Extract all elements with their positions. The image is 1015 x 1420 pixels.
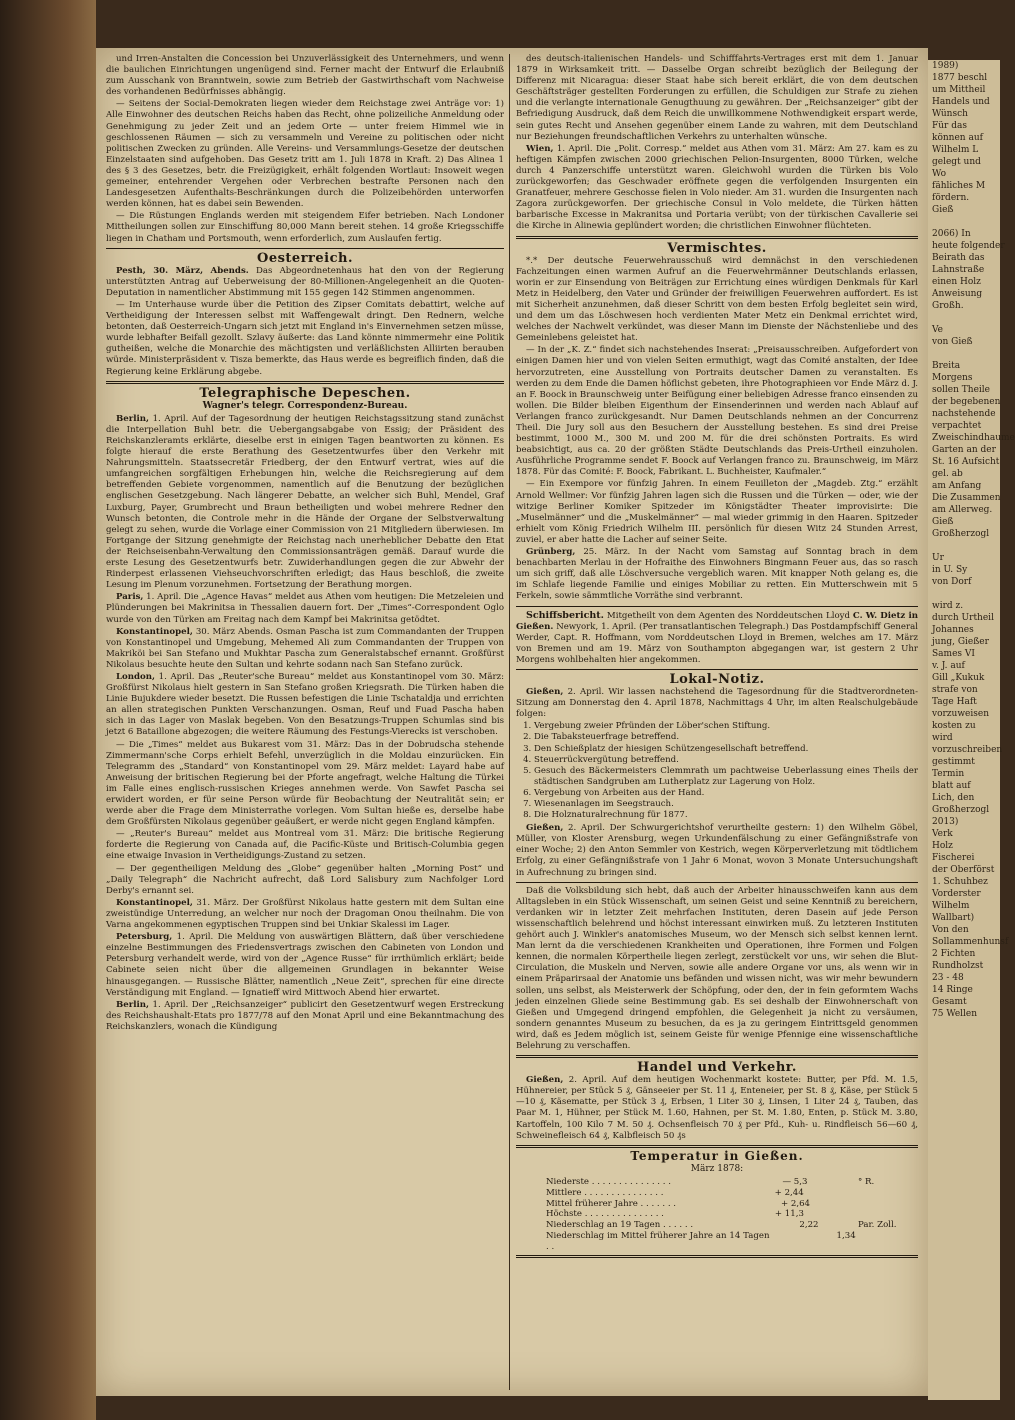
newspaper-page <box>96 48 928 1396</box>
paragraph-text: 25. März. In der Nacht vom Samstag auf Sonntag brach in dem benachbarten Merlau in der Hofraithe des Einwohners Bingmann Feuer aus, das so rasch um sich griff, daß alle Löschversuche vergeblich waren. Mit knapper Noth gelang es, die im Schlafe liegende Familie und einiges Mobiliar zu retten. Ein Mutterschwein mit 5 Ferkeln, sowie sämmtliche Vorräthe sind verbrannt. <box>516 547 918 602</box>
neighbor-text-fragment: vorzuschreiben <box>932 745 1003 755</box>
neighbor-text-fragment: können auf <box>932 133 983 143</box>
section-rule <box>516 236 918 239</box>
paragraph <box>516 687 918 720</box>
agenda-item: 4. Steuerrückvergütung betreffend. <box>534 755 918 766</box>
neighbor-text-fragment: vorzuweisen <box>932 709 989 719</box>
section-rule <box>516 882 918 883</box>
paragraph <box>516 1075 918 1142</box>
neighbor-text-fragment: Wilhelm <box>932 901 970 911</box>
temperature-row <box>516 1188 918 1199</box>
temperature-row <box>516 1220 918 1231</box>
neighbor-text-fragment: Lahnstraße <box>932 265 985 275</box>
paragraph: — Die „Times“ meldet aus Bukarest vom 31. März: Das in der Dobrudscha stehende Zimmermann'sche Corps erhielt Befehl, unverzüglich in die Moldau einzurücken. Ein Telegramm des „Standard“ von Konstantinopel vom 29. März meldet: Layard habe auf Anweisung der britischen Regierung bei der Pforte angefragt, welche Haltung die Türkei im Falle eines englisch-russischen Krieges annehmen werde. Von Sawfet Pascha sei erwidert worden, er für seine Person würde für Beobachtung der Neutralität sein; er werde aber die Frage dem Ministerrathe vorlegen. Vom Sultan hieße es, derselbe habe dem Großfürsten Nikolaus gegenüber geäußert, er werde nicht gegen England kämpfen. <box>106 739 504 828</box>
agenda-item: 3. Den Schießplatz der hiesigen Schützengesellschaft betreffend. <box>534 744 918 755</box>
paragraph-text: 2. April. Der Schwurgerichtshof verurtheilte gestern: 1) den Wilhelm Göbel, Müller, von Kloster Arensburg, wegen Urkundenfälschung zu einer Gefängnißstrafe von einer Woche; 2) den Anton Semmler von Kestrich, wegen Körperverletzung mit tödtlichem Erfolg, zu einer Gefängnißstrafe von 1 Jahr 6 Monat, wovon 3 Monate Untersuchungshaft in Aufrechnung zu bringen sind. <box>516 823 918 878</box>
neighbor-text-fragment: Gesamt <box>932 997 967 1007</box>
agenda-item: 2. Die Tabaksteuerfrage betreffend. <box>534 732 918 743</box>
dateline: Petersburg, <box>116 932 173 943</box>
paragraph <box>516 144 918 233</box>
neighbor-text-fragment: Wo <box>932 169 947 179</box>
paragraph-text: Das Abgeordnetenhaus hat den von der Regierung unterstützten Antrag auf Ueberweisung der 80-Millionen-Angelegenheit an die Quoten-Deputation in namentlicher Abstimmung mit 155 gegen 142 Stimmen angenommen. <box>106 265 505 298</box>
agenda-item: 7. Wiesenanlagen im Seegstrauch. <box>534 799 918 810</box>
neighbor-text-fragment: 2 Fichten <box>932 949 976 959</box>
dateline: Konstantinopel, <box>116 897 193 908</box>
section-rule <box>516 606 918 607</box>
paragraph-text: 1. April. Der „Reichsanzeiger“ publicirt den Gesetzentwurf wegen Erstreckung des Reichshaushalt-Etats pro 1877/78 auf den Monat April und eine Bekanntmachung des Reichskanzlers, wonach die Kündigung <box>106 999 504 1032</box>
temperature-value: + 2,64 <box>780 1198 811 1209</box>
temperature-row <box>516 1199 918 1210</box>
neighbor-text-fragment: Verk <box>932 829 953 839</box>
agenda-list <box>534 721 918 821</box>
agenda-item: 1. Vergebung zweier Pfründen der Löber'schen Stiftung. <box>534 721 918 732</box>
neighbor-text-fragment: Termin <box>932 769 965 779</box>
neighbor-text-fragment: 75 Wellen <box>932 1009 978 1019</box>
neighbor-text-fragment: von Gieß <box>932 337 973 347</box>
neighbor-text-fragment: durch Urtheil <box>932 613 994 623</box>
paragraph: des deutsch-italienischen Handels- und Schifffahrts-Vertrages erst mit dem 1. Januar 1879 in Wirksamkeit tritt. — Dasselbe Organ schreibt bezüglich der Beilegung der Differenz mit Nicaragua: dieser Staat habe sich bereit erklärt, die von dem deutschen Geschäftsträger gestellten Forderungen zu erfüllen, die Schuldigen zur Strafe zu ziehen und die verlangte internationale Genugthuung zu gewähren. Der „Reichsanzeiger“ gibt der Befriedigung Ausdruck, daß dem Reich die unwillkommene Nothwendigkeit erspart werde, sein gutes Recht und Ansehen gegenüber einem Lande zu wahren, mit dem Deutschland nur Beziehungen freundschaftlichen Verkehrs zu unterhalten wünsche. <box>516 54 918 142</box>
neighbor-text-fragment: Beirath das <box>932 253 985 263</box>
column-divider <box>509 54 510 1390</box>
temperature-unit <box>854 1188 898 1199</box>
neighbor-text-fragment: der begebenen <box>932 397 1001 407</box>
neighbor-text-fragment: Ve <box>932 325 943 335</box>
paragraph <box>106 414 504 592</box>
neighbor-text-fragment: fähliches M <box>932 181 986 191</box>
shipping-report <box>516 610 918 666</box>
neighbor-text-fragment: Morgens <box>932 373 973 383</box>
temperature-label: Mittel früherer Jahre . . . . . . . <box>546 1198 677 1209</box>
paragraph: — Der gegentheiligen Meldung des „Globe“ gegenüber halten „Morning Post“ und „Daily Telegraph“ die Nachricht aufrecht, daß Lord Salisbury zum Nachfolger Lord Derby's ernannt sei. <box>106 863 504 896</box>
neighbor-text-fragment: sollen Theile <box>932 385 990 395</box>
section-rule <box>106 381 504 384</box>
paragraph: *.* Der deutsche Feuerwehrausschuß wird demnächst in den verschiedenen Fachzeitungen einen warmen Aufruf an die Feuerwehrmänner Deutschlands erlassen, worin er zur Einsendung von Beiträgen zur Errichtung eines würdigen Denkmals für Karl Metz in Heidelberg, den Vater und Gründer der freiwilligen Feuerwehren auffordert. Es ist mit Sicherheit anzunehmen, daß dieser Schritt von dem besten Erfolg begleitet sein wird, und dem um das Löschwesen hoch verdienten Mater Metz ein Denkmal errichtet wird, welches der Nachwelt verkündet, was dieser Mann im Dienste der Nächstenliebe und des Gemeinlebens geleistet hat. <box>516 255 918 344</box>
neighbor-text-fragment: am Allerweg. <box>932 505 993 515</box>
neighbor-text-fragment: fördern. <box>932 193 970 203</box>
neighbor-text-fragment: Gieß <box>932 517 954 527</box>
paragraph <box>106 898 504 931</box>
dateline: Paris, <box>116 592 144 603</box>
dateline: Konstantinopel, <box>116 626 193 637</box>
dateline: Gießen, <box>526 687 564 698</box>
neighbor-text-fragment: 1989) <box>932 61 959 71</box>
neighbor-text-fragment: Die Zusammen <box>932 493 1001 503</box>
neighbor-text-fragment: 1. Schuhbez <box>932 877 988 887</box>
neighbor-text-fragment <box>928 312 1000 324</box>
section-rule <box>106 248 504 249</box>
dateline: Gießen, <box>526 1075 564 1086</box>
temperature-row <box>516 1209 918 1220</box>
temperature-row <box>516 1231 918 1253</box>
neighbor-text-fragment: blatt auf <box>932 781 971 791</box>
neighbor-text-fragment: strafe von <box>932 685 978 695</box>
paragraph: — Die Rüstungen Englands werden mit steigendem Eifer betrieben. Nach Londoner Mittheilungen sollen zur Einschiffung 80,000 Mann bereit stehen. 14 große Kriegsschiffe liegen in Chatham und Portsmouth, wenn erforderlich, zum Auslaufen fertig. <box>106 211 504 244</box>
temperature-row <box>516 1177 918 1188</box>
paragraph-text: 2. April. Auf dem heutigen Wochenmarkt kostete: Butter, per Pfd. M. 1.5, Hühnereier, per Stück 5 ₰, Gänseeier per St. 11 ₰, Enteneier, per St. 8 ₰, Käse, per Stück 5—10 ₰, Käsematte, per Stück 3 ₰, Erbsen, 1 Liter 30 ₰, Linsen, 1 Liter 24 ₰, Tauben, das Paar M. 1, Hühner, per Stück M. 1.60, Hahnen, per St. M. 1.80, Enten, p. Stück M. 3.80, Kartoffeln, 100 Kilo 7 M. 50 ₰. Ochsenfleisch 70 ₰ per Pfd., Kuh- u. Rindfleisch 56—60 ₰, Schweinefleisch 64 ₰, Kalbfleisch 50 ₰s <box>516 1075 918 1141</box>
neighbor-text-fragment: verpachtet <box>932 421 982 431</box>
temperature-label: Niederschlag an 19 Tagen . . . . . . <box>546 1220 694 1231</box>
temperature-heading: Temperatur in Gießen. <box>630 1148 804 1163</box>
paragraph: — Ein Exempore vor fünfzig Jahren. In einem Feuilleton der „Magdeb. Ztg.“ erzählt Arnold Wellmer: Vor fünfzig Jahren lagen sich die Russen und die Türken — oder, wie der witzige Berliner Komiker Spitzeder im Königstädter Theater improvisirte: Die „Muselmänner“ und die „Muskelmänner“ — mal wieder grimmig in den Haaren. Spitzeder erhielt vom König Friedrich Wilhelm III. persönlich für diesen Witz 24 Stunden Arrest, zuviel, er aber hatte die Lacher auf seiner Seite. <box>516 479 918 545</box>
section-heading-telegraph: Telegraphische Depeschen. <box>199 385 411 401</box>
paragraph-text: 1. April. Das „Reuter'sche Bureau“ meldet aus Konstantinopel vom 30. März: Großfürst Nikolaus hielt gestern in San Stefano großen Kriegsrath. Die Türken haben die Linie Bujukdere wieder besetzt. Die Russen befestigen die Linie Tschataldja und errichten an allen strategischen Punkten Verschanzungen. Osman, Reuf und Fuad Pascha haben sich in das Lager von Maslak begeben. Von den Besatzungs-Truppen Schumlas sind bis jetzt 6 Bataillone abgezogen; die weitere Räumung des Festungs-Vierecks ist verschoben. <box>106 671 504 738</box>
neighbor-text-fragment: 23 - 48 <box>932 973 964 983</box>
paragraph: — In der „K. Z.“ findet sich nachstehendes Inserat: „Preisausschreiben. Aufgefordert von einigen Damen hier und von vielen Seiten ermuthigt, wagt das Comité anstalten, der Idee hervorzutreten, eine Ausstellung von Portraits deutscher Damen zu veranstalten. Es werden zu dem Ende die Damen höflichst gebeten, ihre Photographieen vor Ende März d. J. an F. Boock in Braunschweig unter Beifügung einer beliebigen Adresse franco einsenden zu wollen. Die Bilder bleiben Eigenthum der Einsenderinnen und werden nach Ablauf auf Verlangen franco zurückgesandt. Nur Damen Deutschlands nehmen an der Concurrenz Theil. Die Jury soll aus den Besuchern der Ausstellung bestehen. Es sind drei Preise bestimmt, 1000 M., 300 M. und 200 M. für die drei schönsten Portraits. Es wird beabsichtigt, aus ca. 20 der größten Städte Deutschlands das Preis-Urtheil einzuholen. Ausführliche Programme sendet F. Boock auf Verlangen franco zu. Braunschweig, im März 1878. Für das Comité: F. Boock, Fabrikant. L. Buchheister, Kaufmaler.“ <box>516 345 918 478</box>
section-rule <box>516 1055 918 1058</box>
neighbor-text-fragment: Großherzogl <box>932 805 990 815</box>
neighbor-text-fragment: einen Holz <box>932 277 981 287</box>
paragraph <box>516 823 918 878</box>
neighbor-text-fragment: Rundholzst <box>932 961 984 971</box>
neighbor-text-fragment: Fischerei <box>932 853 975 863</box>
neighbor-text-fragment: 14 Ringe <box>932 985 973 995</box>
neighbor-text-fragment: von Dorf <box>932 577 972 587</box>
paragraph <box>516 547 918 602</box>
neighbor-text-fragment: Lich, den <box>932 793 975 803</box>
section-heading-handel: Handel und Verkehr. <box>637 1060 797 1076</box>
section-rule <box>516 669 918 670</box>
neighbor-text-fragment: der Oberförst <box>932 865 995 875</box>
neighbor-text-fragment: Breita <box>932 361 961 371</box>
shipping-heading: Schiffsbericht. <box>526 609 604 621</box>
neighbor-text-fragment: 2066) In <box>932 229 971 239</box>
paragraph-text: 1. April. Die „Polit. Corresp.“ meldet aus Athen vom 31. März: Am 27. kam es zu heftigen Kämpfen zwischen 2000 griechischen Pelion-Insurgenten, 8000 Türken, welche durch 4 Panzerschiffe unterstützt waren. Gleichwohl wurden die Türken bis Volo zurückgeworfen; das Geschwader eröffnete gegen die verfolgenden Insurgenten ein Granatfeuer, mehrere Geschosse fielen in Volo nieder. Am 31. wurden die Insurgenten nach Zagora zurückgeworfen. Der griechische Consul in Volo meldete, die Türken hätten barbarische Excesse in Makranitsa und Portaria verübt; von der türkischen Cavallerie sei die Kirche in Alinewia geplündert worden; die christlichen Einwohner flüchteten. <box>516 143 918 232</box>
neighbor-text-fragment: Handels und <box>932 97 990 107</box>
temperature-label: Niederschlag im Mittel früherer Jahre an 14 Tagen . . <box>546 1230 770 1252</box>
neighbor-text-fragment <box>928 540 1000 552</box>
shipping-agent: C. W. Dietz in Gießen. <box>516 610 918 632</box>
temperature-table <box>516 1177 918 1253</box>
neighbor-text-fragment: am Anfang <box>932 481 982 491</box>
section-heading-oesterreich: Oesterreich. <box>257 250 353 266</box>
dateline: Berlin, <box>116 999 150 1010</box>
neighbor-text-fragment: v. J. auf <box>932 661 965 671</box>
dateline: Pesth, 30. März, Abends. <box>116 265 249 276</box>
temperature-label: Niederste . . . . . . . . . . . . . . . <box>546 1176 671 1187</box>
dateline: Berlin, <box>116 413 150 424</box>
neighbor-text-fragment: kosten zu <box>932 721 976 731</box>
neighbor-text-fragment: gestimmt <box>932 757 975 767</box>
dateline: Wien, <box>526 143 554 154</box>
neighbor-text-fragment <box>928 216 1000 228</box>
paragraph: — „Reuter's Bureau“ meldet aus Montreal vom 31. März: Die britische Regierung forderte die Regierung von Canada auf, die Pacific-Küste und Britisch-Columbia gegen eine etwaige Invasion in Vertheidigungs-Zustand zu setzen. <box>106 829 504 862</box>
neighbor-text-fragment: gel. ab <box>932 469 963 479</box>
paragraph-text: 1. April. Die Meldung von auswärtigen Blättern, daß über verschiedene einzelne Bestimmungen des Friedensvertrags zwischen den Cabineten von London und Petersburg verhandelt werde, wird von der „Agence Russe“ für irrthümlich erklärt; beide Cabinete seien nicht über die allgemeinen Grundlagen in bekannter Weise hinausgegangen. — Russische Blätter, namentlich „Neue Zeit“, sprechen für eine directe Verständigung mit England. — Ignatieff wird Mittwoch Abend hier erwartet. <box>106 932 504 998</box>
section-subheading: Wagner's telegr. Correspondenz-Bureau. <box>202 400 408 411</box>
paragraph-text: 2. April. Wir lassen nachstehend die Tagesordnung für die Stadtverordneten-Sitzung am Donnerstag den 4. April 1878, Nachmittags 4 Uhr, im alten Realschulgebäude folgen: <box>516 687 918 720</box>
neighbor-text-fragment: Gieß <box>932 205 954 215</box>
neighbor-text-fragment: Sames VI <box>932 649 975 659</box>
neighbor-page-fragment <box>928 60 1015 1400</box>
paragraph <box>106 627 504 671</box>
agenda-item: 6. Vergebung von Arbeiten aus der Hand. <box>534 788 918 799</box>
neighbor-text-fragment: Wallbart) <box>932 913 975 923</box>
dateline: Gießen, <box>526 823 564 834</box>
neighbor-text-fragment: Wünsch <box>932 109 968 119</box>
neighbor-text-fragment: 2013) <box>932 817 959 827</box>
neighbor-text-fragment <box>928 588 1000 600</box>
paragraph <box>106 1000 504 1033</box>
paragraph <box>106 266 504 299</box>
shipping-intro: Mitgetheilt von dem Agenten des Norddeutschen Lloyd <box>604 610 850 621</box>
paragraph-text: 30. März Abends. Osman Pascha ist zum Commandanten der Truppen von Konstantinopel und Umgebung, Mehemed Ali zum Commandanten der Truppen von Makriköi bei San Stefano und Mukhtar Pascha zum Generalstabschef ernannt. Großfürst Nikolaus besuchte heute den Sultan und kehrte sodann nach San Stefano zurück. <box>106 626 504 670</box>
temperature-label: Mittlere . . . . . . . . . . . . . . . <box>546 1187 664 1198</box>
agenda-item: 8. Die Holznaturalrechnung für 1877. <box>534 810 918 821</box>
paragraph: und Irren-Anstalten die Concession bei Unzuverlässigkeit des Unternehmers, und wenn die baulichen Einrichtungen ungenügend sind. Ferner macht der Entwurf die Erlaubniß zum Ausschank von Branntwein, sowie zum Betrieb der Gastwirthschaft vom Nachweise des vorhandenen Bedürfnisses abhängig. <box>106 54 504 98</box>
neighbor-text-fragment: Für das <box>932 121 967 131</box>
temperature-value: 2,22 <box>799 1220 819 1231</box>
paragraph-text: 1. April. Auf der Tagesordnung der heutigen Reichstagssitzung stand zunächst die Interpellation Buhl betr. die Uebergangsabgabe von Essig; der Präsident des Reichskanzleramts erklärte, dieselbe erst in einigen Tagen beantworten zu können. Es folgte hierauf die erste Berathung des Gesetzentwurfes über den Verkehr mit Nahrungsmitteln. Staatssecretär Friedberg, der den Entwurf vertrat, wies auf die umfangreichen sorgfältigen Erhebungen hin, welche die Reichsregierung auf dem betreffenden Gebiete vorgenommen, namentlich auf die Benutzung der bezüglichen englischen Gesetzgebung. Nach längerer Debatte, an welcher sich Buhl, Mendel, Graf Luxburg, Payer, Grumbrecht und Braun betheiligten und wobei mehrere Redner den Wunsch betonten, die Controle mehr in die Hände der Organe der Selbstverwaltung gelegt zu sehen, wurde die Vorlage einer Commission von 21 Mitgliedern überwiesen. Im Fortgange der Sitzung genehmigte der Reichstag nach unerheblicher Debatte den Etat der Reichseisenbahn-Verwaltung den Commissionsanträgen gemäß. Darauf wurde die erste Lesung des Gesetzentwurfs betr. Zuwiderhandlungen gegen die zur Abwehr der Rinderpest erlassenen Viehseuchvorschriften erledigt; das Haus beschloß, die zweite Lesung im Plenum vorzunehmen. Fortsetzung der Berathung morgen. <box>106 413 504 591</box>
section-rule <box>516 1145 918 1148</box>
neighbor-text-fragment: Johannes <box>932 625 974 635</box>
neighbor-text-fragment: gelegt und <box>932 157 981 167</box>
neighbor-text-fragment: nachstehende <box>932 409 996 419</box>
paragraph-text: 1. April. Die „Agence Havas“ meldet aus Athen vom heutigen: Die Metzeleien und Plünderungen bei Makrinitsa in Thessalien dauern fort. Der „Times“-Correspondent Oglo wurde von den Türken am Freitag nach dem Kampf bei Makrinitsa getödtet. <box>106 592 504 625</box>
dateline: London, <box>116 671 156 682</box>
neighbor-text-fragment: Gill „Kukuk <box>932 673 985 683</box>
neighbor-text-fragment: Anweisung <box>932 289 983 299</box>
temperature-value: + 11,3 <box>774 1209 804 1220</box>
paragraph: — Seitens der Social-Demokraten liegen wieder dem Reichstage zwei Anträge vor: 1) Alle Einwohner des deutschen Reichs haben das Recht, ohne polizeiliche Anmeldung oder Genehmigung zu jeder Zeit und an jedem Orte — unter freiem Himmel wie in geschlossenen Räumen — sich zu versammeln und Vereine zu politischen oder nicht politischen Zwecken zu gründen. Alle Vereins- und Versammlungs-Gesetze der deutschen Einzelstaaten sind aufgehoben. Das Gesetz tritt am 1. Juli 1878 in Kraft. 2) Das Alinea 1 des § 3 des Gesetzes, betr. die Freizügigkeit, erhält folgenden Wortlaut: Insoweit wegen gemeiner, entehrender Vergehen oder Verbrechen bestrafte Personen nach den Landesgesetzen Aufenthalts-Beschränkungen durch die Polizeibehörden unterworfen werden können, hat es dabei sein Bewenden. <box>106 99 504 210</box>
paragraph-text: 31. März. Der Großfürst Nikolaus hatte gestern mit dem Sultan eine zweistündige Unterredung, an welcher nur noch der Dragoman Onou theilnahm. Die von Varna angekommenen egyptischen Truppen sind bei Unkiar Skalessi im Lager. <box>106 897 504 931</box>
section-heading-vermischtes: Vermischtes. <box>667 240 767 256</box>
neighbor-text-fragment: wird <box>932 733 953 743</box>
temperature-value: 1,34 <box>836 1230 856 1241</box>
book-spine <box>0 0 96 1420</box>
paragraph <box>106 672 504 739</box>
shipping-body: Newyork, 1. April. (Per transatlantischen Telegraph.) Das Postdampfschiff General Werder, Capt. R. Hoffmann, vom Norddeutschen Lloyd in Bremen, welches am 17. März von Bremen und am 19. März von Southampton abgegangen war, ist gestern 2 Uhr Morgens wohlbehalten hier angekommen. <box>516 621 918 665</box>
neighbor-text-fragment: Großh. <box>932 301 964 311</box>
temperature-label: Höchste . . . . . . . . . . . . . . . <box>546 1209 664 1220</box>
neighbor-text-fragment: Sollammenhunsf <box>932 937 1009 947</box>
neighbor-text-fragment <box>928 348 1000 360</box>
temperature-unit <box>854 1209 898 1220</box>
paragraph: Daß die Volksbildung sich hebt, daß auch der Arbeiter hinausschweifen kann aus dem Alltagsleben in ein Stück Wissenschaft, um seinen Geist und seine Kenntniß zu bereichern, verdanken wir in letzter Zeit mehrfachen Instituten, deren Dasein auf jede Person wissenschaftlich belehrend und höchst interessant einwirken muß. Zu letzteren Instituten gehört auch J. Winkler's anatomisches Museum, wo der Mensch sich selbst kennen lernt. Man lernt da die verschiedenen Krankheiten und Operationen, ihre Formen und Folgen kennen, die normalen Körpertheile liegen zerlegt, zerstückelt vor uns, wir sehen die Blut-Circulation, die Muskeln und Nerven, sowie alle andere Organe vor uns, als wenn wir in einem Präparirsaal der Anatomie uns befänden und wissen nicht, was wir mehr bewundern sollen, uns selbst, als Meisterwerk der Schöpfung, oder den, der in fein geformtem Wachs jeden einzelnen Gliede seine Bestimmung gab. Es sei deshalb der Einwohnerschaft von Gießen und Umgegend dringend empfohlen, die Gelegenheit ja nicht zu versäumen, sondern genanntes Museum zu besuchen, da es ja zu geringem Eintrittsgeld genommen wird, daß es Jedem möglich ist, seinem Geiste für wenige Pfennige eine wissenschaftliche Belehrung zu verschaffen. <box>516 885 918 1051</box>
temperature-unit <box>856 1231 898 1253</box>
neighbor-text-fragment: Von den <box>932 925 969 935</box>
neighbor-text-fragment: heute folgender <box>932 241 1005 251</box>
neighbor-text-fragment: Großherzogl <box>932 529 990 539</box>
neighbor-text-fragment: Garten an der <box>932 445 996 455</box>
neighbor-text-fragment: in U. Sy <box>932 565 968 575</box>
left-column <box>106 54 504 1390</box>
neighbor-text-fragment: Zweischindhaume <box>932 433 1015 443</box>
temperature-unit: ° R. <box>857 1176 875 1187</box>
neighbor-text-fragment: Vorderster <box>932 889 981 899</box>
neighbor-text-fragment: um Mittheil <box>932 85 986 95</box>
neighbor-text-fragment: St. 16 Aufsicht <box>932 457 1000 467</box>
paragraph: — Im Unterhause wurde über die Petition des Zipser Comitats debattirt, welche auf Vertheidigung der Interessen selbst mit Waffengewalt dringt. Den Rednern, welche betonten, daß Oesterreich-Ungarn sich jetzt mit England in's Einvernehmen setzen müsse, wurde lebhafter Beifall gezollt. Szlavy äußerte: das Land könnte nimmermehr eine Politik gutheißen, welche die Monarchie des mächtigsten und verläßlichsten Alliirten berauben würde. Ministerpräsident v. Tisza bemerkte, das Haus werde es begreiflich finden, daß die Regierung keine Erklärung abgebe. <box>106 299 504 377</box>
temperature-month: März 1878: <box>690 1163 744 1174</box>
section-heading-lokal: Lokal-Notiz. <box>669 671 765 687</box>
paragraph <box>106 592 504 625</box>
neighbor-text-fragment: Ur <box>932 553 944 563</box>
neighbor-text-fragment: 1877 beschl <box>932 73 988 83</box>
agenda-item: 5. Gesuch des Bäckermeisters Clemmrath um pachtweise Ueberlassung eines Theils der städtischen Sandgruben am Lutherplatz zur Lagerung von Holz. <box>534 766 918 788</box>
neighbor-text-fragment: jung, Gießer <box>932 637 989 647</box>
neighbor-text-fragment: wird z. <box>932 601 964 611</box>
neighbor-text-fragment: Wilhelm L <box>932 145 979 155</box>
dateline: Grünberg, <box>526 547 576 558</box>
right-column <box>516 54 918 1390</box>
neighbor-text-fragment: Holz <box>932 841 953 851</box>
temperature-value: + 2,44 <box>774 1187 804 1198</box>
section-rule <box>516 1255 918 1258</box>
temperature-unit: Par. Zoll. <box>858 1220 897 1231</box>
neighbor-text-fragment: Tage Haft <box>932 697 977 707</box>
temperature-value: — 5,3 <box>782 1176 808 1187</box>
temperature-unit <box>854 1199 898 1210</box>
paragraph <box>106 932 504 999</box>
